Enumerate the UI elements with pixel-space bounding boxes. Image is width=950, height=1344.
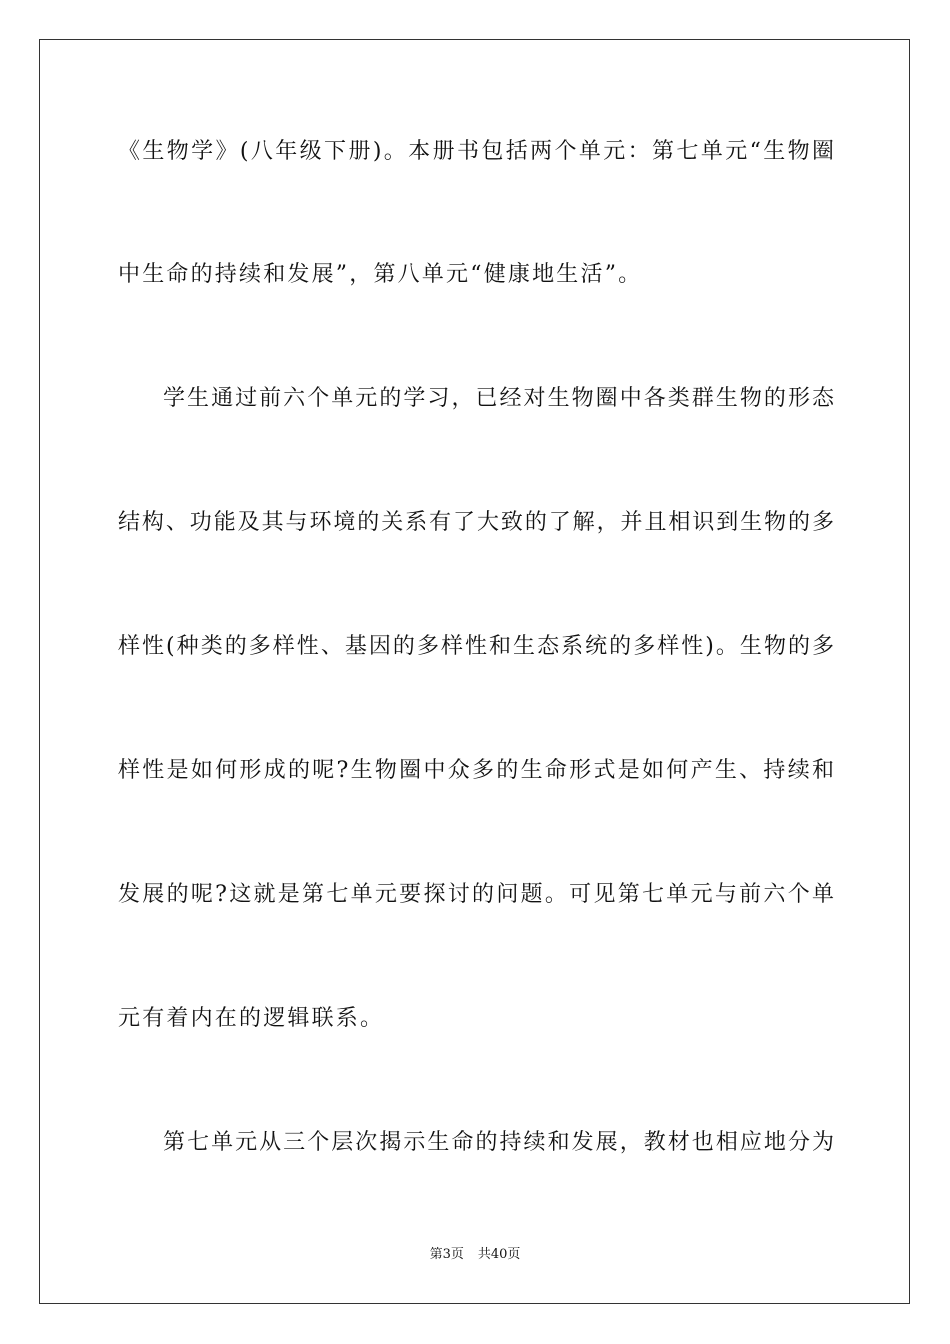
paragraph-2-line-6: 元有着内在的逻辑联系。: [118, 1006, 385, 1031]
paragraph-1-line-2: 中生命的持续和发展”，第八单元“健康地生活”。: [118, 262, 643, 287]
paragraph-3-line-1: 第七单元从三个层次揭示生命的持续和发展，教材也相应地分为: [163, 1130, 834, 1155]
paragraph-2-line-5: 发展的呢?这就是第七单元要探讨的问题。可见第七单元与前六个单: [118, 882, 834, 907]
page-total: 共40页: [477, 1247, 521, 1262]
paragraph-2-line-4: 样性是如何形成的呢?生物圈中众多的生命形式是如何产生、持续和: [118, 758, 834, 783]
paragraph-2-line-3: 样性(种类的多样性、基因的多样性和生态系统的多样性)。生物的多: [118, 634, 834, 659]
paragraph-1-line-1: 《生物学》(八年级下册)。本册书包括两个单元：第七单元“生物圈: [118, 139, 834, 164]
page-border: [39, 39, 910, 1304]
paragraph-2-line-2: 结构、功能及其与环境的关系有了大致的了解，并且相识到生物的多: [118, 510, 834, 535]
page-number: 第3页: [429, 1247, 464, 1262]
paragraph-2-line-1: 学生通过前六个单元的学习，已经对生物圈中各类群生物的形态: [163, 386, 834, 411]
page-footer: [0, 1246, 950, 1264]
